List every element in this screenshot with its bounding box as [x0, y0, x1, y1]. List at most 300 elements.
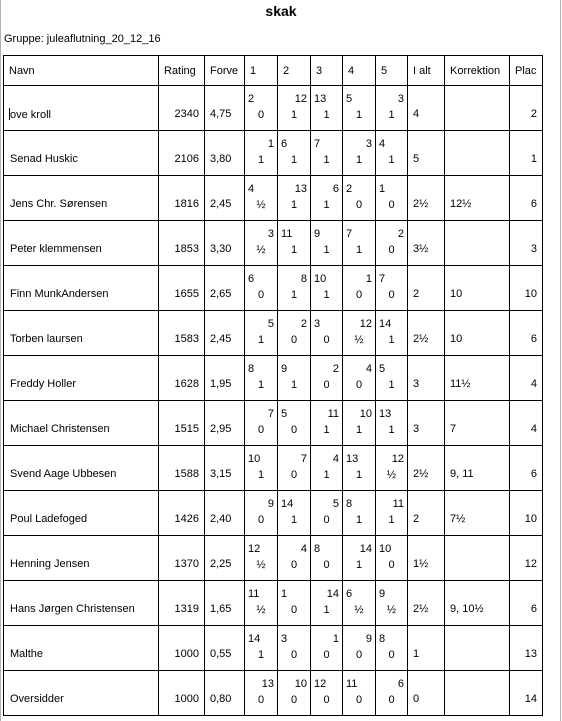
- round-4-cell: [343, 401, 376, 446]
- round-4-cell: [343, 536, 376, 581]
- round-5-cell: [376, 221, 408, 266]
- player-plac: 10: [524, 513, 537, 525]
- player-plac-cell: [510, 401, 543, 446]
- round-opponent: 10: [248, 453, 261, 465]
- player-name: Malthe: [10, 648, 44, 660]
- round-2-cell: [278, 176, 311, 221]
- round-3-cell: [311, 491, 343, 536]
- round-score: 1: [388, 514, 395, 526]
- player-total-cell: [408, 221, 445, 266]
- player-plac-cell: [510, 446, 543, 491]
- round-score: 1: [323, 469, 330, 481]
- player-plac-cell: [510, 491, 543, 536]
- round-1-cell: [245, 446, 278, 491]
- player-forve: 0,80: [210, 693, 232, 705]
- round-score: 0: [290, 649, 298, 661]
- round-opponent: 8: [314, 543, 321, 555]
- round-score: 1: [257, 469, 265, 481]
- player-forve-cell: [205, 446, 245, 491]
- round-2-cell: [278, 401, 311, 446]
- round-score: 1: [355, 109, 363, 121]
- round-opponent: 6: [346, 588, 353, 600]
- player-rating-cell: [159, 671, 205, 716]
- player-plac-cell: [510, 221, 543, 266]
- group-label: Gruppe: juleaflutning_20_12_16: [4, 33, 161, 45]
- player-name-cell[interactable]: [4, 536, 159, 581]
- player-name-cell[interactable]: [4, 671, 159, 716]
- round-opponent: 11: [346, 678, 358, 690]
- player-plac-cell: [510, 671, 543, 716]
- player-korrektion: 7: [450, 423, 457, 435]
- round-opponent: 1: [267, 138, 274, 150]
- player-forve: 2,45: [210, 198, 232, 210]
- round-score: 0: [290, 424, 298, 436]
- player-forve: 1,65: [210, 603, 232, 615]
- round-score: ½: [354, 334, 364, 346]
- player-korrektion-cell: [445, 221, 510, 266]
- player-korrektion: 12½: [450, 198, 472, 210]
- player-total: 0: [413, 693, 420, 705]
- round-opponent: 2: [397, 228, 404, 240]
- player-name-cell[interactable]: [4, 86, 159, 131]
- round-score: 1: [355, 514, 363, 526]
- player-plac: 6: [530, 198, 537, 210]
- table-row: [4, 311, 543, 356]
- player-plac: 4: [530, 423, 537, 435]
- round-opponent: 4: [300, 543, 307, 555]
- round-3-cell: [311, 176, 343, 221]
- player-rating-cell: [159, 176, 205, 221]
- player-korrektion: [445, 626, 509, 648]
- player-korrektion-cell: [445, 671, 510, 716]
- player-forve: 2,25: [210, 558, 232, 570]
- round-opponent: 4: [248, 183, 255, 195]
- round-4-cell: [343, 356, 376, 401]
- player-korrektion: 9, 10½: [450, 603, 484, 615]
- round-opponent: 8: [300, 273, 307, 285]
- player-forve: 3,80: [210, 153, 232, 165]
- player-total: 3: [413, 423, 420, 435]
- table-row: [4, 131, 543, 176]
- round-opponent: 6: [397, 678, 404, 690]
- table-row: [4, 356, 543, 401]
- round-score: 1: [323, 199, 330, 211]
- round-3-cell: [311, 536, 343, 581]
- player-forve-cell: [205, 671, 245, 716]
- player-plac-cell: [510, 311, 543, 356]
- round-4-cell: [343, 221, 376, 266]
- round-5-cell: [376, 311, 408, 356]
- player-plac-cell: [510, 176, 543, 221]
- player-forve-cell: [205, 266, 245, 311]
- header-round-3: 3: [311, 56, 343, 86]
- player-total: 2½: [413, 198, 429, 210]
- round-opponent: 3: [365, 138, 372, 150]
- round-opponent: 5: [281, 408, 288, 420]
- player-plac: 3: [530, 243, 537, 255]
- round-3-cell: [311, 86, 343, 131]
- round-1-cell: [245, 536, 278, 581]
- player-forve: 2,65: [210, 288, 232, 300]
- player-korrektion-cell: [445, 581, 510, 626]
- round-5-cell: [376, 131, 408, 176]
- player-rating: 1319: [174, 603, 199, 615]
- round-score: 0: [257, 109, 265, 121]
- round-3-cell: [311, 401, 343, 446]
- round-score: 0: [388, 199, 395, 211]
- header-navn: Navn: [4, 56, 159, 86]
- player-total: 2½: [413, 333, 429, 345]
- player-name-cell[interactable]: [4, 266, 159, 311]
- round-score: 0: [388, 559, 395, 571]
- round-4-cell: [343, 581, 376, 626]
- round-score: 1: [290, 514, 298, 526]
- round-3-cell: [311, 446, 343, 491]
- player-forve: 0,55: [210, 648, 232, 660]
- round-score: 0: [257, 514, 265, 526]
- player-name-wrap: [4, 581, 158, 615]
- round-opponent: 3: [281, 633, 288, 645]
- round-3-cell: [311, 266, 343, 311]
- round-score: 1: [323, 424, 330, 436]
- round-score: ½: [256, 604, 266, 616]
- player-rating-cell: [159, 401, 205, 446]
- player-total-cell: [408, 86, 445, 131]
- player-forve-cell: [205, 311, 245, 356]
- player-name-wrap: [4, 221, 158, 255]
- player-plac-cell: [510, 626, 543, 671]
- player-rating: 1515: [174, 423, 199, 435]
- round-5-cell: [376, 536, 408, 581]
- player-name: Freddy Holler: [10, 378, 77, 390]
- player-forve-cell: [205, 581, 245, 626]
- player-name-wrap: [4, 311, 158, 345]
- round-opponent: 3: [397, 93, 404, 105]
- round-score: 1: [388, 379, 395, 391]
- round-5-cell: [376, 356, 408, 401]
- player-total: 3½: [413, 243, 429, 255]
- player-rating: 1426: [174, 513, 199, 525]
- player-forve: 2,40: [210, 513, 232, 525]
- round-score: 0: [355, 379, 363, 391]
- round-4-cell: [343, 266, 376, 311]
- round-score: 0: [355, 199, 363, 211]
- round-score: 1: [323, 289, 330, 301]
- round-2-cell: [278, 131, 311, 176]
- round-opponent: 7: [267, 408, 274, 420]
- round-score: 0: [388, 694, 395, 706]
- player-name-wrap: [4, 671, 158, 705]
- player-total: 1½: [413, 558, 429, 570]
- player-rating: 1583: [174, 333, 199, 345]
- player-plac: 2: [530, 108, 537, 120]
- round-opponent: 8: [346, 498, 353, 510]
- round-4-cell: [343, 176, 376, 221]
- round-score: ½: [256, 559, 266, 571]
- round-opponent: 2: [248, 93, 255, 105]
- round-opponent: 9: [314, 228, 321, 240]
- round-score: 1: [388, 109, 395, 121]
- round-5-cell: [376, 401, 408, 446]
- round-opponent: 11: [248, 588, 260, 600]
- round-opponent: 5: [332, 498, 339, 510]
- round-opponent: 7: [300, 453, 307, 465]
- round-4-cell: [343, 671, 376, 716]
- header-round-5: 5: [376, 56, 408, 86]
- round-opponent: 5: [346, 93, 353, 105]
- round-score: 1: [323, 604, 330, 616]
- round-2-cell: [278, 626, 311, 671]
- player-forve: 2,95: [210, 423, 232, 435]
- round-5-cell: [376, 266, 408, 311]
- round-1-cell: [245, 671, 278, 716]
- player-rating: 1655: [174, 288, 199, 300]
- round-opponent: 13: [261, 678, 274, 690]
- round-5-cell: [376, 671, 408, 716]
- player-korrektion: [445, 131, 509, 153]
- player-plac-cell: [510, 581, 543, 626]
- round-score: 1: [355, 469, 363, 481]
- player-rating-cell: [159, 266, 205, 311]
- header-row: [4, 56, 543, 86]
- player-name: ove kroll: [10, 109, 51, 121]
- header-plac: Plac: [510, 56, 543, 86]
- player-name-cell[interactable]: [4, 356, 159, 401]
- round-opponent: 11: [281, 228, 293, 240]
- round-3-cell: [311, 131, 343, 176]
- player-plac-cell: [510, 131, 543, 176]
- player-total-cell: [408, 401, 445, 446]
- player-korrektion: 11½: [450, 378, 471, 390]
- player-total-cell: [408, 446, 445, 491]
- player-rating: 1370: [174, 558, 199, 570]
- player-korrektion-cell: [445, 131, 510, 176]
- tournament-table: [3, 55, 543, 716]
- player-plac: 1: [530, 153, 537, 165]
- player-forve: 3,15: [210, 468, 232, 480]
- round-2-cell: [278, 86, 311, 131]
- player-name-cell[interactable]: [4, 311, 159, 356]
- player-forve-cell: [205, 356, 245, 401]
- round-3-cell: [311, 311, 343, 356]
- round-2-cell: [278, 221, 311, 266]
- player-korrektion-cell: [445, 491, 510, 536]
- round-opponent: 7: [314, 138, 321, 150]
- player-plac-cell: [510, 266, 543, 311]
- player-name-cell[interactable]: [4, 176, 159, 221]
- player-rating-cell: [159, 491, 205, 536]
- player-plac: 6: [530, 468, 537, 480]
- player-name: Jens Chr. Sørensen: [10, 198, 108, 210]
- player-total-cell: [408, 131, 445, 176]
- round-score: 0: [388, 649, 395, 661]
- player-name-wrap: [4, 491, 158, 525]
- player-forve: 1,95: [210, 378, 232, 390]
- round-opponent: 6: [281, 138, 288, 150]
- player-plac-cell: [510, 536, 543, 581]
- player-forve-cell: [205, 221, 245, 266]
- round-opponent: 9: [379, 588, 386, 600]
- player-forve: 3,30: [210, 243, 232, 255]
- player-name: Torben laursen: [10, 333, 83, 345]
- round-score: 0: [323, 334, 330, 346]
- player-total: 1: [413, 648, 420, 660]
- player-plac: 14: [524, 693, 537, 705]
- header-forve: Forve: [205, 56, 245, 86]
- round-1-cell: [245, 176, 278, 221]
- round-opponent: 12: [294, 93, 307, 105]
- player-korrektion: [445, 536, 509, 558]
- round-4-cell: [343, 311, 376, 356]
- round-opponent: 5: [379, 363, 386, 375]
- round-opponent: 4: [365, 363, 372, 375]
- table-row: [4, 626, 543, 671]
- window-left-border: [0, 0, 1, 721]
- round-5-cell: [376, 446, 408, 491]
- player-forve-cell: [205, 536, 245, 581]
- round-opponent: 10: [359, 408, 372, 420]
- round-score: 1: [290, 379, 298, 391]
- round-score: 0: [355, 289, 363, 301]
- player-forve-cell: [205, 401, 245, 446]
- round-score: 1: [388, 424, 395, 436]
- header-round-1: 1: [245, 56, 278, 86]
- player-korrektion: 9, 11: [450, 468, 474, 480]
- round-score: 1: [290, 244, 298, 256]
- player-rating-cell: [159, 86, 205, 131]
- player-rating-cell: [159, 131, 205, 176]
- player-korrektion-cell: [445, 626, 510, 671]
- player-name: Michael Christensen: [10, 423, 110, 435]
- round-5-cell: [376, 626, 408, 671]
- player-plac: 6: [530, 603, 537, 615]
- player-plac: 13: [524, 648, 537, 660]
- player-total: 2: [413, 513, 420, 525]
- round-5-cell: [376, 176, 408, 221]
- player-name-cell[interactable]: [4, 401, 159, 446]
- player-name-cell[interactable]: [4, 626, 159, 671]
- player-name-wrap: [4, 536, 158, 570]
- player-name-wrap: [4, 356, 158, 390]
- player-total-cell: [408, 266, 445, 311]
- player-korrektion-cell: [445, 266, 510, 311]
- player-total: 2½: [413, 468, 429, 480]
- round-score: 1: [355, 154, 363, 166]
- round-score: ½: [386, 604, 397, 616]
- round-1-cell: [245, 491, 278, 536]
- player-total: 2½: [413, 603, 429, 615]
- round-score: 1: [388, 334, 395, 346]
- round-score: 0: [290, 469, 298, 481]
- round-opponent: 14: [326, 588, 339, 600]
- round-opponent: 13: [294, 183, 307, 195]
- table-row: [4, 671, 543, 716]
- round-1-cell: [245, 131, 278, 176]
- round-score: 0: [290, 334, 298, 346]
- round-opponent: 1: [281, 588, 288, 600]
- round-2-cell: [278, 356, 311, 401]
- round-opponent: 14: [359, 543, 372, 555]
- player-name-cell[interactable]: [4, 581, 159, 626]
- round-4-cell: [343, 131, 376, 176]
- round-opponent: 4: [332, 453, 339, 465]
- player-name: Svend Aage Ubbesen: [10, 468, 117, 480]
- round-opponent: 9: [365, 633, 372, 645]
- round-score: 1: [257, 649, 265, 661]
- round-score: 1: [290, 289, 298, 301]
- round-score: 1: [323, 154, 330, 166]
- player-total-cell: [408, 536, 445, 581]
- player-korrektion: [445, 86, 509, 108]
- player-name: Finn MunkAndersen: [10, 288, 109, 300]
- player-rating-cell: [159, 581, 205, 626]
- player-name: Henning Jensen: [10, 558, 90, 570]
- round-score: 0: [257, 424, 265, 436]
- table-row: [4, 86, 543, 131]
- round-opponent: 1: [332, 633, 339, 645]
- player-rating: 1588: [174, 468, 199, 480]
- round-2-cell: [278, 311, 311, 356]
- player-rating: 2106: [174, 153, 199, 165]
- round-opponent: 6: [248, 273, 255, 285]
- player-forve-cell: [205, 86, 245, 131]
- player-plac-cell: [510, 86, 543, 131]
- round-score: 1: [257, 154, 265, 166]
- round-opponent: 8: [379, 633, 386, 645]
- player-korrektion: [445, 221, 509, 243]
- round-1-cell: [245, 311, 278, 356]
- player-rating-cell: [159, 446, 205, 491]
- round-opponent: 8: [248, 363, 255, 375]
- header-korrektion: Korrektion: [445, 56, 510, 86]
- round-4-cell: [343, 626, 376, 671]
- round-1-cell: [245, 401, 278, 446]
- round-4-cell: [343, 86, 376, 131]
- round-score: 1: [323, 109, 330, 121]
- round-1-cell: [245, 581, 278, 626]
- round-1-cell: [245, 356, 278, 401]
- round-opponent: 10: [294, 678, 307, 690]
- round-score: 0: [323, 649, 330, 661]
- player-rating: 1628: [174, 378, 199, 390]
- round-opponent: 9: [267, 498, 274, 510]
- table-row: [4, 221, 543, 266]
- player-name: Hans Jørgen Christensen: [10, 603, 135, 615]
- round-opponent: 7: [379, 273, 386, 285]
- round-1-cell: [245, 86, 278, 131]
- player-name-cell[interactable]: [4, 221, 159, 266]
- round-opponent: 13: [346, 453, 359, 465]
- player-plac: 4: [530, 378, 537, 390]
- player-name-cell[interactable]: [4, 131, 159, 176]
- round-3-cell: [311, 356, 343, 401]
- table-row: [4, 401, 543, 446]
- player-name-cell[interactable]: [4, 446, 159, 491]
- player-forve-cell: [205, 626, 245, 671]
- player-rating-cell: [159, 536, 205, 581]
- player-name-cell[interactable]: [4, 491, 159, 536]
- header-round-2: 2: [278, 56, 311, 86]
- round-opponent: 11: [392, 498, 404, 510]
- player-total-cell: [408, 626, 445, 671]
- round-5-cell: [376, 491, 408, 536]
- round-score: 1: [257, 334, 265, 346]
- round-score: 0: [257, 289, 265, 301]
- player-name: Peter klemmensen: [10, 243, 102, 255]
- player-name-wrap: [4, 266, 158, 300]
- round-score: 1: [388, 154, 395, 166]
- round-2-cell: [278, 581, 311, 626]
